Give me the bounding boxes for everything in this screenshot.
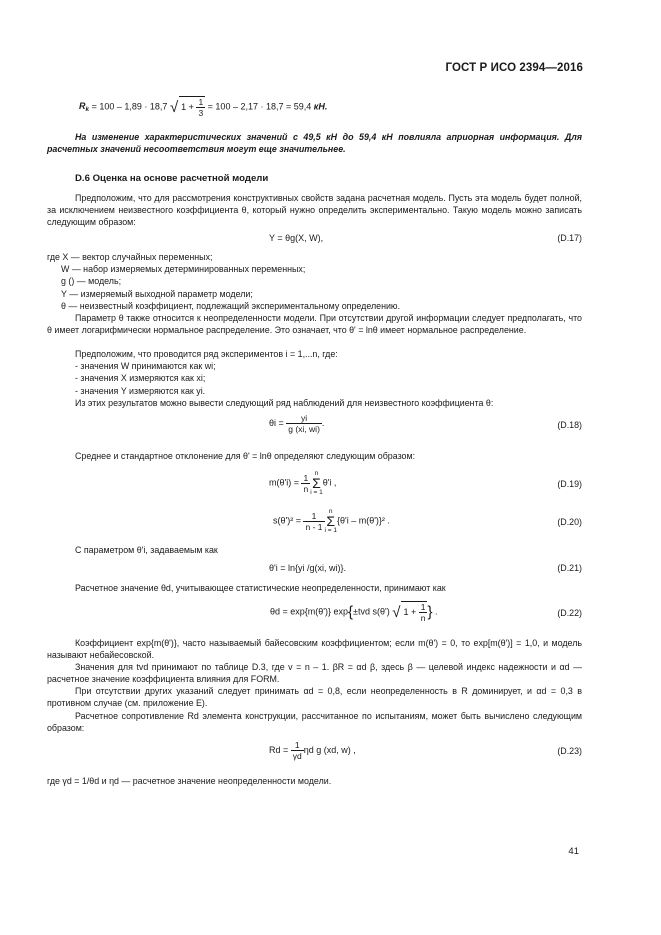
eq19-sig-top: n <box>314 470 319 477</box>
equation-d23 <box>47 740 582 770</box>
eq23-lhs: Rd = <box>269 744 291 755</box>
para6-block <box>47 544 582 556</box>
eq20-bot: n - 1 <box>305 521 323 532</box>
eq23-top: 1 <box>291 740 304 751</box>
standard-header: ГОСТ Р ИСО 2394—2016 <box>445 62 583 74</box>
eq19-fraction <box>301 473 310 494</box>
eq19-number: (D.19) <box>557 479 582 489</box>
para12-block <box>47 775 582 787</box>
para5-block <box>47 450 582 462</box>
where-item-y: Y — измеряемый выходной параметр модели; <box>61 288 253 299</box>
eq20-sig-top: n <box>328 508 333 515</box>
paragraph-11: Расчетное сопротивление Rd элемента конструкции, рассчитанное по испытаниям, может быть вычислено следующим образом: <box>47 711 582 734</box>
exp-item-w: - значения W принимаются как wi; <box>75 361 216 372</box>
eq20-fraction <box>303 511 324 532</box>
paragraph-2: Параметр θ также относится к неопределенности модели. При отсутствии другой информации следует предполагать, что θ имеет логарифмически нормальное распределение. Это означает, что θ' = lnθ имеет нормальное распределение. <box>47 313 582 336</box>
para9-block <box>47 661 582 685</box>
eq19-tail: θ'i , <box>322 477 337 488</box>
rk-inner: 1 + <box>181 101 197 112</box>
eq17-number: (D.17) <box>557 233 582 243</box>
eq18-number: (D.18) <box>557 420 582 430</box>
eq18-bot: g (xi, wi) <box>288 424 320 434</box>
rk-sub: k <box>85 106 90 114</box>
paragraph-1: Предположим, что для рассмотрения конструктивных свойств задана расчетная модель. Пусть эта модель будет полной, за исключением неизвестного коэффициента θ, который нужно определить экспериментально. Такую модель можно записать следующим образом: <box>47 193 582 228</box>
eq23-bot: γd <box>292 751 302 761</box>
where-item-w: W — набор измеряемых детерминированных переменных; <box>61 264 306 275</box>
note-block <box>47 131 582 155</box>
eq22-inner: 1 + <box>403 606 419 617</box>
section-block <box>47 173 582 185</box>
equation-d18 <box>47 413 582 439</box>
eq20-tail: {θ'i – m(θ')}² . <box>336 515 390 526</box>
eq22-bot: n <box>420 613 426 623</box>
eq18-lhs: θi = <box>269 417 287 428</box>
rk-equation <box>47 96 582 122</box>
rk-frac-top: 1 <box>198 97 204 107</box>
eq19-lhs: m(θ'i) = <box>269 477 302 488</box>
paragraph-4: Из этих результатов можно вывести следующий ряд наблюдений для неизвестного коэффициента θ: <box>75 397 494 408</box>
eq23-fraction <box>291 740 304 761</box>
where-list <box>47 251 582 312</box>
eq21-number: (D.21) <box>557 563 582 573</box>
eq18-fraction <box>286 413 322 434</box>
para10-block <box>47 685 582 709</box>
eq22-top: 1 <box>420 602 426 612</box>
where-item-x: где X — вектор случайных переменных; <box>47 252 213 262</box>
para3-block <box>47 348 582 409</box>
exp-item-y: - значения Y измеряются как yi. <box>75 385 206 396</box>
section-title: D.6 Оценка на основе расчетной модели <box>75 173 269 184</box>
eq20-sig-bot: i = 1 <box>324 527 337 534</box>
paragraph-5: Среднее и стандартное отклонение для θ' = lnθ определяют следующим образом: <box>75 451 416 461</box>
paragraph-6: С параметром θ'i, задаваемым как <box>75 545 218 555</box>
eq22-sqrt <box>401 601 427 623</box>
rk-fraction <box>196 97 205 118</box>
eq21-formula: θ'i = ln{yi /g(xi, wi)}. <box>269 563 346 573</box>
eq19-bot: n <box>303 483 309 494</box>
note-text: На изменение характеристических значений с 49,5 кН до 59,4 кН повлияла априорная информация. Для расчетных значений несоответствия могут еще значительнее. <box>47 132 582 155</box>
eq22-number: (D.22) <box>557 608 582 618</box>
paragraph-7: Расчетное значение θd, учитывающее статистические неопределенности, принимают как <box>75 583 446 593</box>
where-item-theta: θ — неизвестный коэффициент, подлежащий экспериментальному определению. <box>61 300 401 311</box>
paragraph-9: Значения для tvd принимают по таблице D.3, где v = n – 1. βR = αd β, здесь β — целевой индекс надежности и αd — расчетное значение коэффициента влияния для FORM. <box>47 662 582 685</box>
eq18-top: yi <box>286 413 322 424</box>
rk-part2: = 100 – 2,17 · 18,7 = 59,4 <box>205 101 314 112</box>
eq22-part-a: θd = exp{m(θ')} exp <box>270 606 349 617</box>
para2-block <box>47 312 582 336</box>
para8-block <box>47 637 582 661</box>
eq22-part-b: ±tvd s(θ') <box>353 606 393 617</box>
eq23-tail: ηd g (xd, w) , <box>303 744 356 755</box>
paragraph-12: где γd = 1/θd и ηd — расчетное значение неопределенности модели. <box>47 776 332 786</box>
equation-d22: θd = exp{m(θ')} exp{±tvd s(θ') √ 1 + $\frac{1}{n}$ } . (D.22) <box>270 602 582 623</box>
sum-icon: n Σ i = 1 <box>310 470 323 496</box>
eq22-tail: . <box>432 606 438 617</box>
eq18-tail: . <box>321 417 325 428</box>
eq20-lhs: s(θ')² = <box>273 515 304 526</box>
rk-sqrt <box>179 96 205 118</box>
eq23-number: (D.23) <box>557 746 582 756</box>
equation-d20 <box>47 508 582 540</box>
sqrt-icon: √ <box>392 603 401 621</box>
rk-frac-bot: 3 <box>198 108 204 118</box>
para7-block <box>47 582 582 594</box>
page-number: 41 <box>568 846 579 857</box>
sqrt-icon: √ <box>169 98 179 116</box>
rk-part1: = 100 – 1,89 · 18,7 <box>89 101 170 112</box>
exp-item-x: - значения X измеряются как xi; <box>75 373 206 384</box>
eq19-top: 1 <box>303 472 309 483</box>
eq17-formula: Y = θg(X, W), <box>269 233 324 243</box>
paragraph-10: При отсутствии других указаний следует принимать αd = 0,8, если неопределенность в R доминирует, и αd = 0,3 в противном случае (см. приложение Е). <box>47 686 582 709</box>
equation-d19 <box>47 470 582 502</box>
para1-block <box>47 192 582 229</box>
para11-block <box>47 710 582 734</box>
rk-unit: кН. <box>313 101 328 112</box>
eq20-top: 1 <box>303 511 324 522</box>
paragraph-8: Коэффициент exp{m(θ')}, часто называемый байесовским коэффициентом; если m(θ') = 0, то exp[m(θ')] = 1,0, и модель называют небайесовской. <box>47 638 582 661</box>
eq19-sig-bot: i = 1 <box>310 489 323 496</box>
where-item-g: g () — модель; <box>61 276 122 287</box>
sum-icon: n Σ i = 1 <box>324 508 337 534</box>
eq20-number: (D.20) <box>557 517 582 527</box>
rk-symbol: R <box>79 101 86 112</box>
paragraph-3: Предположим, что проводится ряд экспериментов i = 1,...n, где: <box>75 349 338 359</box>
